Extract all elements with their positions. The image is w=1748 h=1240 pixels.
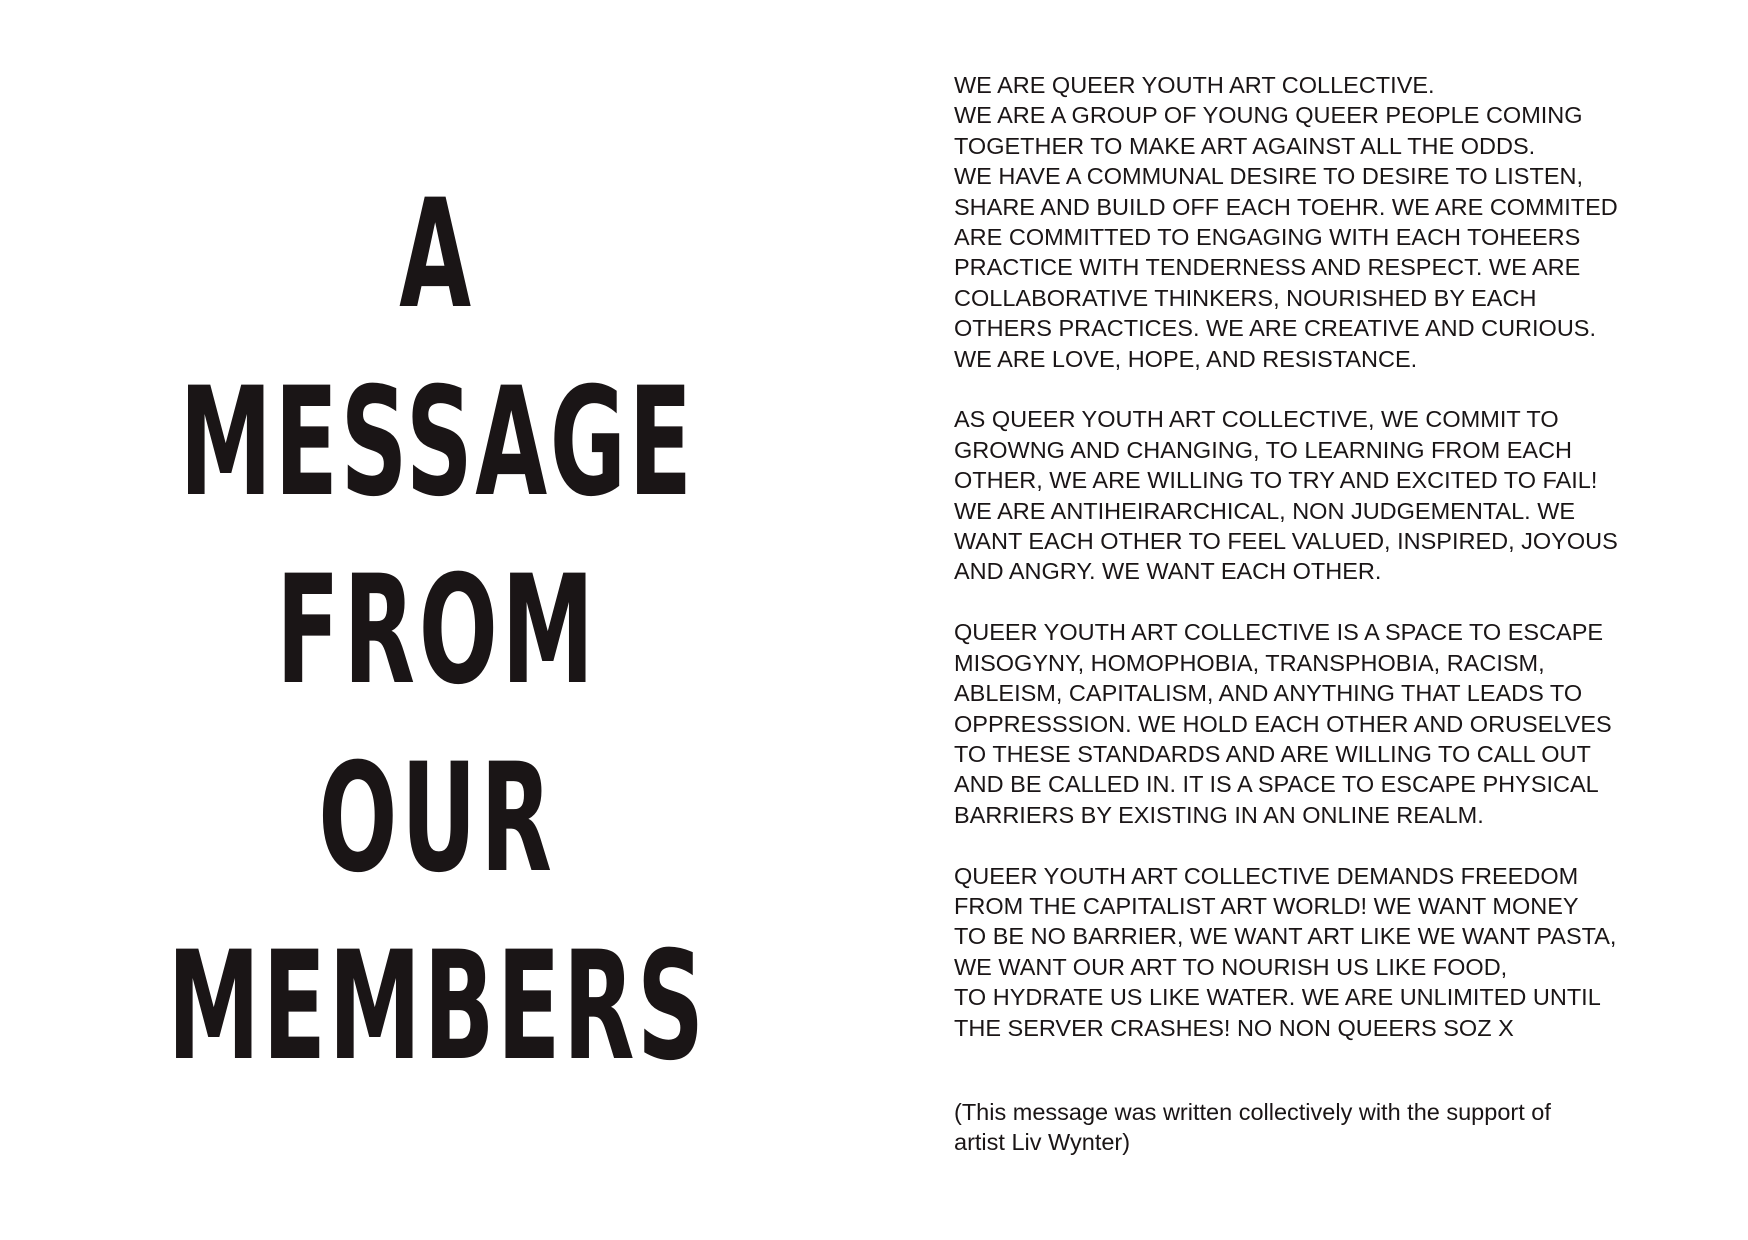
page-title — [0, 168, 874, 1094]
right-page — [874, 0, 1748, 1240]
manifesto-text — [954, 70, 1674, 1043]
title-line-members: MEMBERS — [167, 920, 707, 1094]
manifesto-paragraph-1: WE ARE QUEER YOUTH ART COLLECTIVE. WE ARE A GROUP OF YOUNG QUEER PEOPLE COMING TOGETHER TO MAKE ART AGAINST ALL THE ODDS. WE HAVE A COMMUNAL DESIRE TO DESIRE TO LISTEN, SHARE AND BUILD OFF EACH TOEHR. WE ARE COMMITED ARE COMMITTED TO ENGAGING WITH EACH TOHEERS PRACTICE WITH TENDERNESS AND RESPECT. WE ARE COLLABORATIVE THINKERS, NOURISHED BY EACH OTHERS PRACTICES. WE ARE CREATIVE AND CURIOUS. WE ARE LOVE, HOPE, AND RESISTANCE. — [954, 72, 1618, 372]
manifesto-paragraph-4: QUEER YOUTH ART COLLECTIVE DEMANDS FREEDOM FROM THE CAPITALIST ART WORLD! WE WANT MONEY TO BE NO BARRIER, WE WANT ART LIKE WE WANT PASTA, WE WANT OUR ART TO NOURISH US LIKE FOOD, TO HYDRATE US LIKE WATER. WE ARE UNLIMITED UNTIL THE SERVER CRASHES! NO NON QUEERS SOZ X — [954, 862, 1617, 1041]
title-line-a: A — [399, 168, 475, 342]
credit-note: (This message was written collectively with the support of artist Liv Wynter) — [954, 1099, 1551, 1156]
title-line-message: MESSAGE — [179, 356, 695, 530]
manifesto-paragraph-3: QUEER YOUTH ART COLLECTIVE IS A SPACE TO ESCAPE MISOGYNY, HOMOPHOBIA, TRANSPHOBIA, RACISM, ABLEISM, CAPITALISM, AND ANYTHING THAT LEADS TO OPPRESSSION. WE HOLD EACH OTHER AND ORUSELVES TO THESE STANDARDS AND ARE WILLING TO CALL OUT AND BE CALLED IN. IT IS A SPACE TO ESCAPE PHYSICAL BARRIERS BY EXISTING IN AN ONLINE REALM. — [954, 619, 1612, 828]
manifesto-paragraph-2: AS QUEER YOUTH ART COLLECTIVE, WE COMMIT TO GROWNG AND CHANGING, TO LEARNING FROM EACH OTHER, WE ARE WILLING TO TRY AND EXCITED TO FAIL! WE ARE ANTIHEIRARCHICAL, NON JUDGEMENTAL. WE WANT EACH OTHER TO FEEL VALUED, INSPIRED, JOYOUS AND ANGRY. WE WANT EACH OTHER. — [954, 406, 1618, 585]
title-line-from: FROM — [276, 544, 598, 718]
title-line-our: OUR — [318, 732, 556, 906]
